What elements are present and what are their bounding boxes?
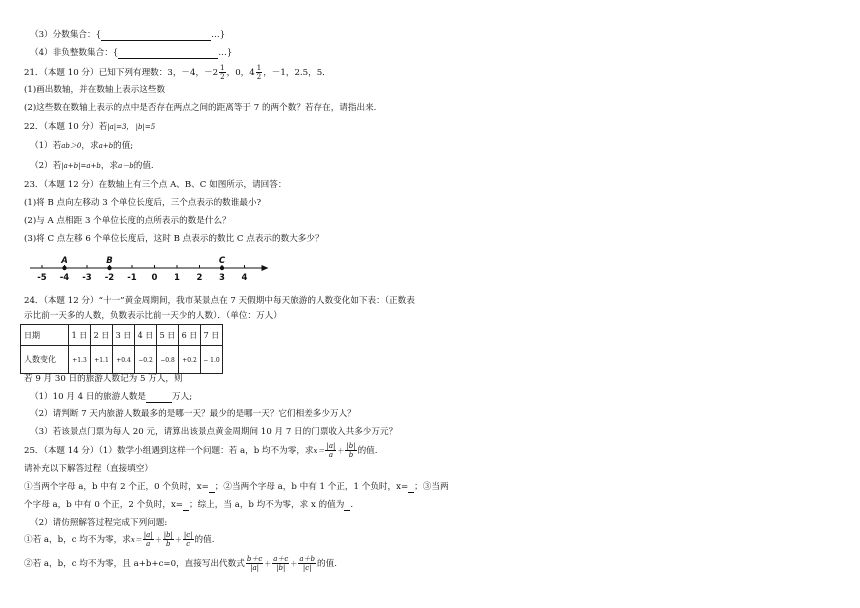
- table-header-change: 人数变化: [21, 346, 69, 374]
- q23-part2: (2)与 A 点相距 3 个单位长度的点所表示的数是什么？: [24, 216, 231, 226]
- q24-note: 若 9 月 30 日的旅游人数记为 5 万人，则: [24, 374, 183, 384]
- q22-part2: （2）若|a+b|=a+b，求a－b的值.: [30, 161, 154, 171]
- q21-part1: (1)画出数轴，并在数轴上表示这些数: [24, 85, 166, 95]
- table-cell: 6 日: [179, 325, 201, 346]
- axis-tick-label: 3: [219, 273, 225, 283]
- axis-tick-label: -1: [127, 273, 137, 283]
- table-cell: −0.8: [157, 346, 179, 374]
- table-header-date: 日期: [21, 325, 69, 346]
- q25-part2: （2）请仿照解答过程完成下列问题:: [30, 518, 168, 528]
- fraction: $\frac{|a|}{a}$: [326, 442, 336, 459]
- table-cell: 7 日: [201, 325, 223, 346]
- axis-tick-label: 2: [196, 273, 203, 283]
- axis-point: [62, 266, 66, 270]
- q25-sub2: ②若 a，b，c 均不为零，且 a+b+c=0，直接写出代数式 $\frac{b+c}{|a|}$ ＋ $\frac{a+c}{|b|}$ ＋ $\frac{a+b}{|c|}$ 的值.: [24, 555, 337, 572]
- q24-part1: （1）10 月 4 日的旅游人数是 万人;: [30, 392, 193, 402]
- axis-tick-label: -3: [82, 273, 92, 283]
- q23-part3: (3)将 C 点左移 6 个单位长度后，这时 B 点表示的数比 C 点表示的数大多少？: [24, 234, 324, 244]
- fraction: $\frac{|a|}{a}$: [143, 531, 153, 548]
- q23-stem: 23．（本题 12 分）在数轴上有三个点 A、B、C 如图所示，请回答：: [24, 180, 287, 190]
- q24-part3: （3）若该景点门票为每人 20 元，请算出该景点黄金周期间 10 月 7 日的门票收入共多少万元？: [30, 427, 398, 437]
- axis-tick-label: 4: [241, 273, 248, 283]
- axis-tick-label: 0: [151, 273, 158, 283]
- number-line: [28, 252, 278, 286]
- q21-stem: 21．（本题 10 分）已知下列有理数：3，－4，－2 $\frac{1}{2}$ ，0，4 $\frac{1}{2}$ ，－1，2.5，5．: [24, 64, 331, 81]
- axis-tick-label: -5: [37, 273, 47, 283]
- answer-blank[interactable]: [101, 31, 211, 41]
- q25-case-line2: 个字母 a，b 中有 0 个正，2 个负时，x= ；综上，当 a，b 均不为零，求 x 的值为 .: [24, 500, 354, 510]
- answer-blank[interactable]: [118, 49, 218, 59]
- table-cell: +1.1: [91, 346, 113, 374]
- axis-point-label: C: [218, 256, 226, 266]
- table-cell: − 1.0: [201, 346, 223, 374]
- axis-point: [107, 266, 111, 270]
- table-cell: −0.2: [135, 346, 157, 374]
- fraction: $\frac{b+c}{|a|}$: [246, 555, 263, 572]
- answer-blank[interactable]: [146, 393, 172, 403]
- fraction: $\frac{1}{2}$: [220, 64, 225, 81]
- table-cell: 2 日: [91, 325, 113, 346]
- table-cell: 3 日: [113, 325, 135, 346]
- q20-part3: （3）分数集合：{ …}: [30, 30, 226, 40]
- q25-case-line1: ①当两个字母 a，b 中有 2 个正，0 个负时，x= ；②当两个字母 a，b 中有 1 个正，1 个负时，x= ；③当两: [24, 482, 449, 492]
- axis-point-label: B: [106, 256, 113, 266]
- table-cell: 1 日: [69, 325, 91, 346]
- q21-part2: (2)这些数在数轴上表示的点中是否存在两点之间的距离等于 7 的两个数？若存在，请指出来.: [24, 103, 377, 113]
- q22-part1: （1）若ab＞0，求a+b的值;: [30, 141, 134, 151]
- fraction: $\frac{|b|}{b}$: [346, 442, 356, 459]
- table-cell: +0.2: [179, 346, 201, 374]
- fraction: $\frac{a+b}{|c|}$: [299, 555, 315, 572]
- q25-fill-instruction: 请补充以下解答过程（直接填空）: [24, 464, 153, 474]
- q24-stem-line1: 24．（本题 12 分）“十一”黄金周期间，我市某景点在 7 天假期中每天旅游的人数变化如下表：（正数表: [24, 296, 415, 306]
- q24-part2: （2）请判断 7 天内旅游人数最多的是哪一天？最少的是哪一天？它们相差多少万人？: [30, 409, 356, 419]
- axis-tick-label: -4: [59, 273, 70, 283]
- axis-tick-label: 1: [174, 273, 180, 283]
- q25-sub1: ①若 a，b，c 均不为零，求x＝ $\frac{|a|}{a}$ ＋ $\frac{|b|}{b}$ ＋ $\frac{|c|}{c}$ 的值.: [24, 531, 215, 548]
- axis-point-label: A: [61, 256, 68, 266]
- axis-point: [220, 266, 224, 270]
- table-row: [21, 325, 223, 346]
- axis-tick-label: -2: [104, 273, 115, 283]
- fraction: $\frac{|b|}{b}$: [163, 531, 173, 548]
- q23-part1: (1)将 B 点向左移动 3 个单位长度后，三个点表示的数谁最小?: [24, 198, 262, 208]
- tourist-change-table: [20, 324, 223, 374]
- q24-stem-line2: 示比前一天多的人数，负数表示比前一天少的人数）．（单位：万人）: [24, 311, 282, 321]
- table-cell: +0.4: [113, 346, 135, 374]
- table-cell: 4 日: [135, 325, 157, 346]
- fraction: $\frac{a+c}{|b|}$: [273, 555, 289, 572]
- q25-stem: 25．（本题 14 分）（1）数学小组遇到这样一个问题：若 a，b 均不为零，求x＝ $\frac{|a|}{a}$ ＋ $\frac{|b|}{b}$ 的值.: [24, 442, 378, 459]
- q22-stem: 22．（本题 10 分）若|a|=3， |b|=5: [24, 122, 156, 132]
- axis-arrow-icon: [262, 265, 269, 271]
- table-row: [21, 346, 223, 374]
- fraction: $\frac{|c|}{c}$: [183, 531, 193, 548]
- table-cell: +1.3: [69, 346, 91, 374]
- table-cell: 5 日: [157, 325, 179, 346]
- q20-part4: （4）非负整数集合：{ …}: [30, 48, 233, 58]
- fraction: $\frac{1}{2}$: [256, 64, 262, 81]
